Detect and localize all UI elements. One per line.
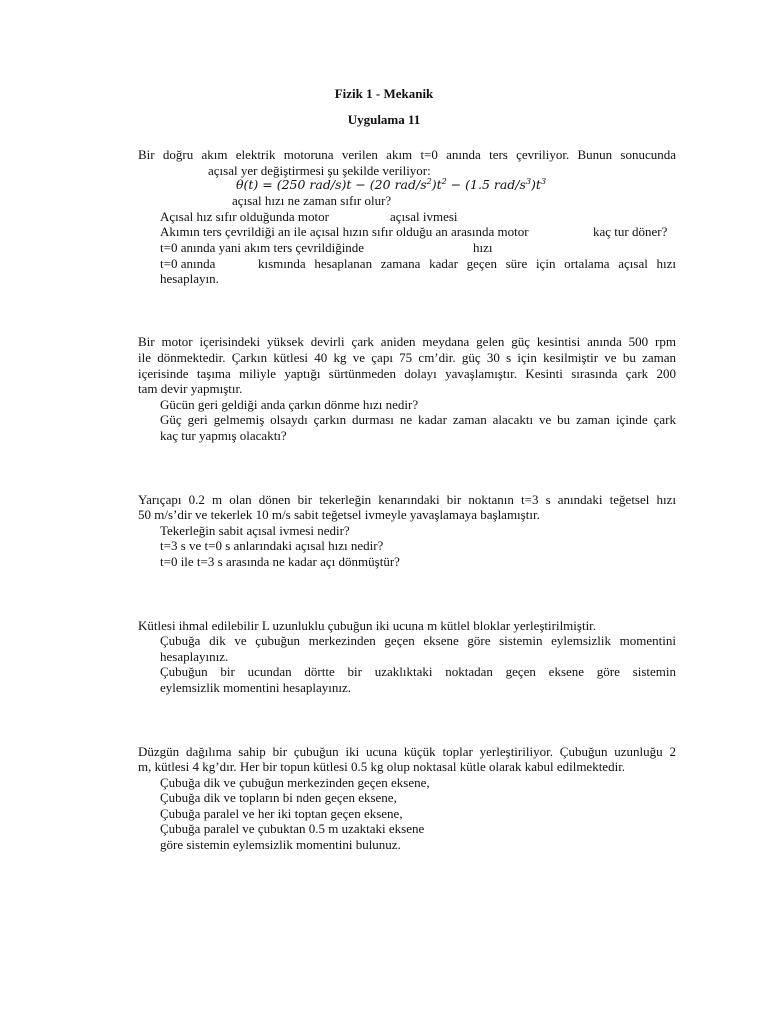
problem-2-line: ile dönmektedir. Çarkın kütlesi 40 kg ve çapı 75 cm’dir. güç 30 s için kesilmiştir ve bu zaman bbox=[138, 350, 676, 365]
problem-5-line: Düzgün dağılıma sahip bir çubuğun iki ucuna küçük toplar yerleştiriliyor. Çubuğun uzunluğu 2 bbox=[138, 744, 676, 759]
problem-1-question-fragment: açısal ivmesi bbox=[390, 209, 458, 224]
problem-4-question: Çubuğa dik ve çubuğun merkezinden geçen eksene göre sistemin eylemsizlik momentini bbox=[160, 633, 676, 648]
problem-4-question: eylemsizlik momentini hesaplayınız. bbox=[160, 680, 351, 695]
problem-5-question: Çubuğa paralel ve her iki toptan geçen eksene, bbox=[160, 806, 403, 821]
problem-4-question: hesaplayınız. bbox=[160, 649, 229, 664]
problem-1-intro-line: Bir doğru akım elektrik motoruna verilen akım t=0 anında ters çevriliyor. Bunun sonucunda bbox=[138, 147, 676, 162]
problem-1-intro-line: açısal yer değiştirmesi şu şekilde veriliyor: bbox=[208, 163, 431, 178]
problem-3-line: 50 m/s’dir ve tekerlek 10 m/s sabit teğetsel ivmeyle yavaşlamaya başlamıştır. bbox=[138, 507, 540, 522]
angular-displacement-equation: θ(t) = (250 rad/s)t − (20 rad/$s^2)t^2 - (1.5$ rad/$s^3)t^3$ bbox=[236, 177, 547, 192]
problem-1-question-fragment: hızı bbox=[473, 240, 493, 255]
page-title: Fizik 1 - Mekanik bbox=[334, 86, 434, 101]
problem-2-line: Bir motor içerisindeki yüksek devirli çark aniden meydana gelen güç kesintisi anında 500 rpm bbox=[138, 334, 676, 349]
problem-1-question-line: t=0 anında bbox=[160, 256, 216, 271]
problem-1-question-line: Akımın ters çevrildiği an ile açısal hızın sıfır olduğu an arasında motor bbox=[160, 224, 529, 239]
problem-1-question-fragment: kısmında hesaplanan zamana kadar geçen süre için ortalama açısal hızı bbox=[258, 256, 676, 271]
problem-1-question-fragment: kaç tur döner? bbox=[593, 224, 668, 239]
problem-5-question: Çubuğa dik ve çubuğun merkezinden geçen eksene, bbox=[160, 775, 430, 790]
problem-3-question: t=0 ile t=3 s arasında ne kadar açı dönmüştür? bbox=[160, 554, 400, 569]
problem-4-line: Kütlesi ihmal edilebilir L uzunluklu çubuğun iki ucuna m kütlel bloklar yerleştirilmiştir. bbox=[138, 618, 597, 633]
problem-1-question-line: Açısal hız sıfır olduğunda motor bbox=[160, 209, 329, 224]
problem-4-question: Çubuğun bir ucundan dörtte bir uzaklıktaki noktadan geçen eksene göre sistemin bbox=[160, 664, 676, 679]
problem-5-question: Çubuğa paralel ve çubuktan 0.5 m uzaktaki eksene bbox=[160, 821, 425, 836]
page-subtitle: Uygulama 11 bbox=[347, 112, 421, 127]
problem-5-question: Çubuğa dik ve topların bi nden geçen eksene, bbox=[160, 790, 397, 805]
problem-1-question-line: hesaplayın. bbox=[160, 271, 219, 286]
problem-2-question: Güç geri gelmemiş olsaydı çarkın durması ne kadar zaman alacaktı ve bu zaman içinde çark bbox=[160, 412, 676, 427]
problem-2-question: Gücün geri geldiği anda çarkın dönme hızı nedir? bbox=[160, 397, 419, 412]
problem-3-question: Tekerleğin sabit açısal ivmesi nedir? bbox=[160, 523, 350, 538]
problem-1-question-line: açısal hızı ne zaman sıfır olur? bbox=[232, 193, 392, 208]
problem-2-line: tam devir yapmıştır. bbox=[138, 381, 243, 396]
problem-2-line: içerisinde taşıma miliyle yaptığı sürtünmeden dolayı yavaşlamıştır. Kesinti sırasında çark 200 bbox=[138, 366, 676, 381]
problem-3-line: Yarıçapı 0.2 m olan dönen bir tekerleğin kenarındaki bir noktanın t=3 s anındaki teğetsel hızı bbox=[138, 492, 676, 507]
problem-1-question-line: t=0 anında yani akım ters çevrildiğinde bbox=[160, 240, 365, 255]
problem-2-question: kaç tur yapmış olacaktı? bbox=[160, 428, 287, 443]
problem-3-question: t=3 s ve t=0 s anlarındaki açısal hızı nedir? bbox=[160, 538, 384, 553]
problem-5-line: m, kütlesi 4 kg’dır. Her bir topun kütlesi 0.5 kg olup noktasal kütle olarak kabul edilmektedir. bbox=[138, 759, 626, 774]
problem-5-question: göre sistemin eylemsizlik momentini bulunuz. bbox=[160, 837, 401, 852]
